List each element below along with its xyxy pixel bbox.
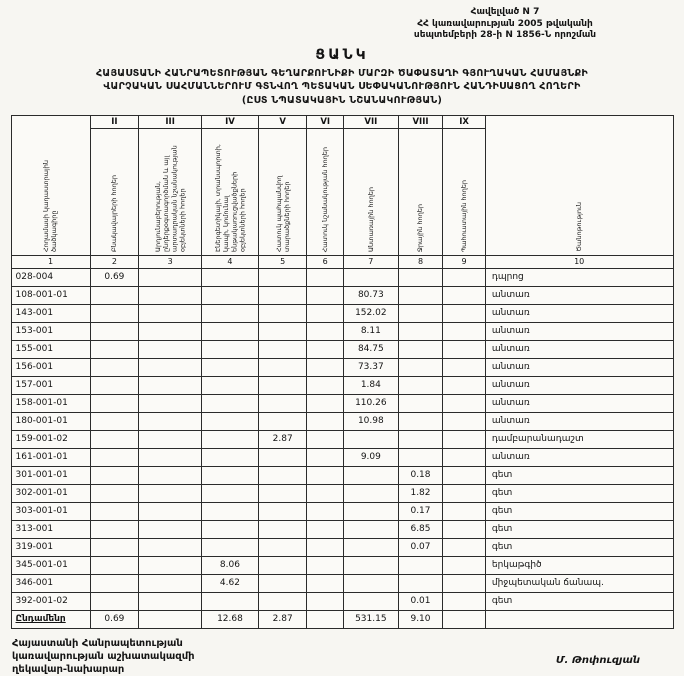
table-cell: [139, 358, 202, 376]
table-cell: [398, 430, 443, 448]
table-cell: [258, 358, 307, 376]
table-cell: 153-001: [11, 322, 90, 340]
table-cell: [443, 394, 486, 412]
table-row: [11, 538, 673, 556]
table-cell: [139, 592, 202, 610]
table-cell: [307, 538, 343, 556]
table-cell: [443, 556, 486, 574]
table-cell: 108-001-01: [11, 286, 90, 304]
table-cell: [90, 520, 139, 538]
appendix-note: [350, 7, 660, 42]
table-cell: [443, 286, 486, 304]
table-cell: անտառ: [485, 340, 673, 358]
table-cell: [398, 268, 443, 286]
table-cell: [202, 520, 259, 538]
table-row: [11, 412, 673, 430]
table-cell: 0.18: [398, 466, 443, 484]
table-cell: 302-001-01: [11, 484, 90, 502]
table-cell: 1.82: [398, 484, 443, 502]
table-cell: անտառ: [485, 448, 673, 466]
land-parcel-table: [11, 115, 674, 629]
table-cell: [307, 574, 343, 592]
table-cell: [258, 466, 307, 484]
table-cell: [139, 376, 202, 394]
table-cell: [443, 322, 486, 340]
table-cell: [343, 466, 398, 484]
column-header: Բնակավայրերի հողեր: [90, 128, 139, 255]
table-cell: [307, 376, 343, 394]
table-cell: 155-001: [11, 340, 90, 358]
table-cell: [90, 574, 139, 592]
table-cell: 301-001-01: [11, 466, 90, 484]
table-cell: երկաթգիծ: [485, 556, 673, 574]
table-cell: [307, 340, 343, 358]
table-cell: գետ: [485, 538, 673, 556]
total-cell: 531.15: [343, 610, 398, 628]
roman-numeral: VIII: [398, 115, 443, 128]
total-cell: [485, 610, 673, 628]
table-cell: [307, 592, 343, 610]
table-cell: 0.17: [398, 502, 443, 520]
signature-block: [12, 637, 670, 676]
table-cell: [139, 502, 202, 520]
table-cell: [343, 484, 398, 502]
table-cell: [139, 448, 202, 466]
signatory-line: ղեկավար-նախարար: [12, 663, 125, 675]
column-header: Ջրային հողեր: [398, 128, 443, 255]
column-number: 10: [485, 255, 673, 268]
table-cell: 84.75: [343, 340, 398, 358]
table-cell: [90, 286, 139, 304]
table-cell: [307, 394, 343, 412]
table-cell: [139, 538, 202, 556]
table-cell: [202, 340, 259, 358]
roman-numeral: V: [258, 115, 307, 128]
table-row: [11, 430, 673, 448]
table-cell: [258, 340, 307, 358]
table-cell: [307, 484, 343, 502]
total-cell: [443, 610, 486, 628]
table-cell: [307, 430, 343, 448]
total-cell: 12.68: [202, 610, 259, 628]
table-cell: [443, 592, 486, 610]
roman-numeral: III: [139, 115, 202, 128]
table-cell: [343, 430, 398, 448]
table-cell: [202, 484, 259, 502]
table-cell: [307, 520, 343, 538]
signatory-title: [12, 637, 195, 676]
total-cell: [139, 610, 202, 628]
table-cell: 158-001-01: [11, 394, 90, 412]
table-cell: [202, 466, 259, 484]
total-cell: 0.69: [90, 610, 139, 628]
table-cell: [139, 520, 202, 538]
roman-numeral: VII: [343, 115, 398, 128]
table-cell: 6.85: [398, 520, 443, 538]
table-cell: [443, 376, 486, 394]
total-cell: 9.10: [398, 610, 443, 628]
table-cell: [398, 394, 443, 412]
table-cell: [343, 592, 398, 610]
table-cell: [343, 268, 398, 286]
table-cell: [90, 466, 139, 484]
table-cell: [343, 520, 398, 538]
table-cell: անտառ: [485, 322, 673, 340]
table-cell: [90, 358, 139, 376]
column-number: 5: [258, 255, 307, 268]
table-cell: [202, 304, 259, 322]
table-cell: 4.62: [202, 574, 259, 592]
table-row: [11, 376, 673, 394]
table-cell: անտառ: [485, 394, 673, 412]
table-cell: [258, 322, 307, 340]
table-cell: [139, 304, 202, 322]
column-header: Արդյունաբերության, ընդերքօգտագործման և այլ արտադրական նշանակության օբյեկտների հողեր: [139, 128, 202, 255]
table-cell: [258, 538, 307, 556]
column-number: 9: [443, 255, 486, 268]
appendix-line-1: Հավելված N 7: [470, 7, 540, 17]
table-cell: [258, 484, 307, 502]
table-cell: [307, 358, 343, 376]
table-cell: [258, 304, 307, 322]
table-cell: [258, 574, 307, 592]
table-cell: [258, 448, 307, 466]
table-cell: 1.84: [343, 376, 398, 394]
table-cell: 143-001: [11, 304, 90, 322]
table-cell: [443, 412, 486, 430]
table-cell: [90, 592, 139, 610]
table-cell: [258, 556, 307, 574]
page-title: ՑԱՆԿ: [315, 47, 369, 64]
roman-numeral: IV: [202, 115, 259, 128]
column-header-note: Ծանոթություն: [485, 115, 673, 255]
table-cell: անտառ: [485, 358, 673, 376]
table-cell: դամբարանադաշտ: [485, 430, 673, 448]
column-number: 1: [11, 255, 90, 268]
table-row: [11, 340, 673, 358]
column-header: Էներգետիկայի, տրանսպորտի, կապի, կոմունալ ենթակառուցվածքների օբյեկտների հողեր: [202, 128, 259, 255]
table-cell: 8.11: [343, 322, 398, 340]
table-cell: [139, 268, 202, 286]
table-cell: [343, 574, 398, 592]
table-cell: 157-001: [11, 376, 90, 394]
table-cell: [443, 484, 486, 502]
table-row: [11, 394, 673, 412]
table-cell: [443, 520, 486, 538]
column-number-row: [11, 255, 673, 268]
table-cell: 161-001-01: [11, 448, 90, 466]
table-cell: [90, 484, 139, 502]
table-cell: 028-004: [11, 268, 90, 286]
table-cell: [258, 394, 307, 412]
table-row: [11, 322, 673, 340]
table-cell: [258, 268, 307, 286]
table-cell: 180-001-01: [11, 412, 90, 430]
table-cell: [202, 538, 259, 556]
table-row: [11, 592, 673, 610]
table-cell: [90, 556, 139, 574]
column-number: 4: [202, 255, 259, 268]
table-cell: 313-001: [11, 520, 90, 538]
table-cell: [202, 268, 259, 286]
table-cell: [139, 484, 202, 502]
column-number: 7: [343, 255, 398, 268]
table-cell: [258, 412, 307, 430]
table-cell: գետ: [485, 592, 673, 610]
table-cell: [202, 286, 259, 304]
table-cell: 0.01: [398, 592, 443, 610]
table-cell: [90, 430, 139, 448]
table-cell: [90, 448, 139, 466]
table-cell: [139, 430, 202, 448]
table-cell: [443, 268, 486, 286]
table-cell: գետ: [485, 466, 673, 484]
table-cell: 152.02: [343, 304, 398, 322]
table-cell: [139, 412, 202, 430]
table-cell: 0.07: [398, 538, 443, 556]
table-cell: 9.09: [343, 448, 398, 466]
table-row: [11, 466, 673, 484]
table-cell: [398, 304, 443, 322]
table-row: [11, 286, 673, 304]
column-header: Հատուկ պահպանվող տարածքների հողեր: [258, 128, 307, 255]
table-row: [11, 502, 673, 520]
table-cell: 2.87: [258, 430, 307, 448]
table-header: [11, 115, 673, 268]
total-cell: 2.87: [258, 610, 307, 628]
table-cell: [202, 502, 259, 520]
table-cell: [307, 322, 343, 340]
table-row: [11, 268, 673, 286]
table-cell: 0.69: [90, 268, 139, 286]
document-subtitle: [10, 67, 674, 107]
table-cell: 392-001-02: [11, 592, 90, 610]
table-cell: [307, 268, 343, 286]
table-cell: գետ: [485, 502, 673, 520]
table-cell: դպրոց: [485, 268, 673, 286]
table-cell: [202, 592, 259, 610]
table-cell: գետ: [485, 484, 673, 502]
table-cell: 80.73: [343, 286, 398, 304]
table-cell: [139, 286, 202, 304]
table-cell: [398, 448, 443, 466]
table-cell: [90, 376, 139, 394]
table-cell: 345-001-01: [11, 556, 90, 574]
table-cell: 110.26: [343, 394, 398, 412]
table-cell: 346-001: [11, 574, 90, 592]
table-cell: [202, 376, 259, 394]
table-cell: [443, 340, 486, 358]
table-body: [11, 268, 673, 628]
column-number: 3: [139, 255, 202, 268]
table-cell: [307, 448, 343, 466]
table-row: [11, 484, 673, 502]
column-header: Հատուկ նշանակության հողեր: [307, 128, 343, 255]
table-cell: [307, 466, 343, 484]
table-cell: [90, 412, 139, 430]
table-cell: [443, 430, 486, 448]
table-cell: [202, 358, 259, 376]
table-row: [11, 358, 673, 376]
table-cell: [398, 556, 443, 574]
table-cell: [307, 304, 343, 322]
table-cell: անտառ: [485, 304, 673, 322]
table-cell: [398, 286, 443, 304]
table-cell: [443, 502, 486, 520]
table-cell: 319-001: [11, 538, 90, 556]
table-cell: 156-001: [11, 358, 90, 376]
subtitle-line: ՎԱՐՉԱԿԱՆ ՍԱՀՄԱՆՆԵՐՈՒՄ ԳՏՆՎՈՂ ՊԵՏԱԿԱՆ ՍԵՓԱԿԱՆՈՒԹՅՈՒՆ ՀԱՆԴԻՍԱՑՈՂ ՀՈՂԵՐԻ: [103, 81, 581, 93]
table-row: [11, 520, 673, 538]
subtitle-line: (ԸՍՏ ՆՊԱՏԱԿԱՅԻՆ ՆՇԱՆԱԿՈՒԹՅԱՆ): [241, 94, 443, 106]
table-cell: [90, 340, 139, 358]
table-cell: [202, 322, 259, 340]
table-cell: [139, 340, 202, 358]
appendix-line-2: ՀՀ կառավարության 2005 թվականի: [417, 18, 593, 29]
table-cell: [398, 358, 443, 376]
table-cell: [343, 556, 398, 574]
table-cell: [90, 538, 139, 556]
table-cell: [258, 502, 307, 520]
column-header-code: Հողամասի կադաստրային ծածկագիրը: [11, 115, 90, 255]
table-cell: [139, 574, 202, 592]
roman-numeral: II: [90, 115, 139, 128]
table-cell: անտառ: [485, 376, 673, 394]
table-cell: [398, 574, 443, 592]
table-cell: [202, 394, 259, 412]
column-header: Պահուստային հողեր: [443, 128, 486, 255]
table-cell: [258, 592, 307, 610]
table-cell: [139, 556, 202, 574]
table-cell: [343, 502, 398, 520]
table-cell: 10.98: [343, 412, 398, 430]
table-cell: [258, 286, 307, 304]
table-cell: [443, 448, 486, 466]
signature-name: Մ. Թոփուզյան: [555, 654, 640, 666]
table-cell: [90, 304, 139, 322]
table-cell: [139, 394, 202, 412]
signatory-line: կառավարության աշխատակազմի: [12, 650, 195, 662]
table-cell: [443, 358, 486, 376]
table-cell: [202, 430, 259, 448]
table-cell: [202, 412, 259, 430]
table-cell: [443, 466, 486, 484]
table-cell: [258, 520, 307, 538]
table-cell: [307, 286, 343, 304]
appendix-line-3: սեպտեմբերի 28-ի N 1856-Ն որոշման: [413, 30, 597, 41]
table-row: [11, 304, 673, 322]
table-cell: [443, 574, 486, 592]
total-cell: [307, 610, 343, 628]
table-cell: [139, 322, 202, 340]
table-cell: 73.37: [343, 358, 398, 376]
table-row: [11, 556, 673, 574]
table-cell: գետ: [485, 520, 673, 538]
table-cell: 303-001-01: [11, 502, 90, 520]
total-row: [11, 610, 673, 628]
table-cell: [398, 322, 443, 340]
table-cell: [443, 538, 486, 556]
table-cell: 159-001-02: [11, 430, 90, 448]
table-row: [11, 448, 673, 466]
table-cell: [307, 556, 343, 574]
table-cell: [90, 502, 139, 520]
table-cell: [139, 466, 202, 484]
table-cell: [398, 376, 443, 394]
table-row: [11, 574, 673, 592]
column-number: 8: [398, 255, 443, 268]
column-number: 6: [307, 255, 343, 268]
table-cell: [443, 304, 486, 322]
signatory-line: Հայաստանի Հանրապետության: [12, 637, 183, 649]
table-cell: [202, 448, 259, 466]
table-cell: 8.06: [202, 556, 259, 574]
subtitle-line: ՀԱՅԱՍՏԱՆԻ ՀԱՆՐԱՊԵՏՈՒԹՅԱՆ ԳԵՂԱՐՔՈՒՆԻՔԻ ՄԱՐԶԻ ԾԱՓԱՏԱՂԻ ԳՅՈՒՂԱԿԱՆ ՀԱՄԱՅՆՔԻ: [95, 68, 589, 80]
table-cell: [398, 412, 443, 430]
table-cell: [307, 412, 343, 430]
table-cell: անտառ: [485, 286, 673, 304]
roman-numeral: VI: [307, 115, 343, 128]
roman-numeral-row: [11, 115, 673, 128]
table-cell: [258, 376, 307, 394]
table-cell: [90, 394, 139, 412]
column-header: Անտառային հողեր: [343, 128, 398, 255]
table-cell: [90, 322, 139, 340]
roman-numeral: IX: [443, 115, 486, 128]
table-cell: [343, 538, 398, 556]
table-cell: [307, 502, 343, 520]
table-cell: միջպետական ճանապ.: [485, 574, 673, 592]
table-cell: [398, 340, 443, 358]
column-number: 2: [90, 255, 139, 268]
table-cell: անտառ: [485, 412, 673, 430]
total-cell: Ընդամենը: [11, 610, 90, 628]
